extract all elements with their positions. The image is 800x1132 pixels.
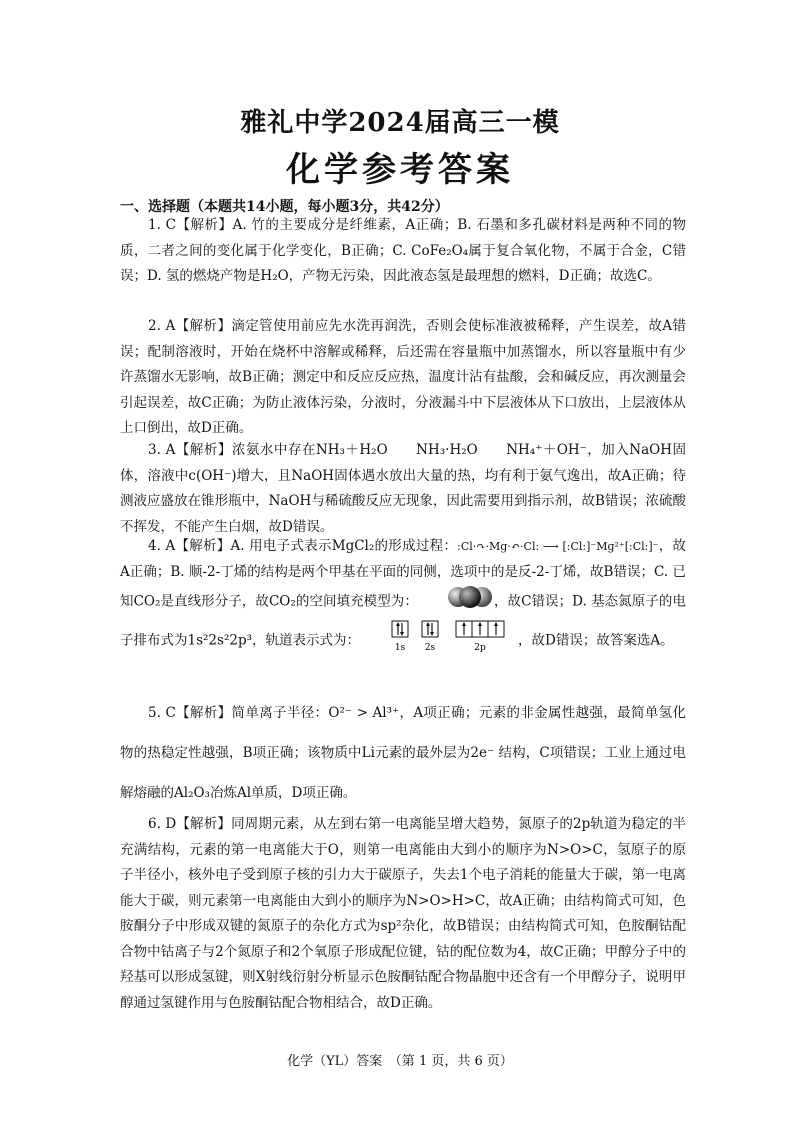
answer-4-part1: 4. A【解析】A. 用电子式表示MgCl₂的形成过程： [148,538,458,554]
answer-3 [120,438,686,540]
answer-2 [120,314,686,442]
answer-1 [120,213,686,290]
answer-4 [120,534,686,662]
section-heading: 一、选择题（本题共14小题，每小题3分，共42分） [120,199,449,215]
nitrogen-orbital-diagram [360,619,518,663]
co2-space-filling-model [418,585,494,619]
orbital-label-1s: 1s [394,642,406,653]
answer-4-part2: ，故A正确；B. 顺-2-丁烯的结构是两个甲基在平面的同侧，选项中的是反-2-丁烯，故B错误；C. 已知CO₂是直线形分子，故CO₂的空间填充模型为： [120,538,687,610]
orbital-label-2s: 2s [424,642,436,653]
mgcl2-formation-formula: :Cl·↷·Mg·↶·Cl: ⟶ [:Cl:]⁻Mg²⁺[:Cl:]⁻ [457,540,659,553]
answer-5-text: 5. C【解析】简单离子半径：O²⁻ > Al³⁺，A项正确；元素的非金属性越强，最简单氢化物的热稳定性越强，B项正确；该物质中Li元素的最外层为2e⁻ 结构，C项错误；工业上通过电解熔融的Al₂O₃冶炼Al单质，D项正确。 [120,705,686,801]
answer-4-part4: ，故D错误；故答案选A。 [518,631,674,648]
answer-2-text: 2. A【解析】滴定管使用前应先水洗再润洗，否则会使标准液被稀释，产生误差，故A错误；配制溶液时，开始在烧杯中溶解或稀释，后还需在容量瓶中加蒸馏水，所以容量瓶中有少许蒸馏水无影响，故B正确；测定中和反应反应热，温度计沾有盐酸，会和碱反应，再次测量会引起误差，故C正确；为防止液体污染，分液时，分液漏斗中下层液体从下口放出，上层液体从上口倒出，故D正确。 [120,318,686,436]
answer-1-text: 1. C【解析】A. 竹的主要成分是纤维素，A正确；B. 石墨和多孔碳材料是两种不同的物质，二者之间的变化属于化学变化，B正确；C. CoFe₂O₄属于复合氧化物，不属于合金，C错误；D. 氢的燃烧产物是H₂O，产物无污染，因此液态氢是最理想的燃料，D正确；故选C。 [120,217,686,284]
page-footer: 化学（YL）答案 （第 1 页，共 6 页） [287,1054,513,1069]
document-title: 化学参考答案 [286,150,514,190]
answer-6-text: 6. D【解析】同周期元素，从左到右第一电离能呈增大趋势，氮原子的2p轨道为稳定的半充满结构，元素的第一电离能大于O，则第一电离能由大到小的顺序为N>O>C，氢原子的原子半径小，核外电子受到原子核的引力大于碳原子，失去1个电子消耗的能量大于碳，第一电离能大于碳，则元素第一电离能由大到小的顺序为N>O>H>C，故A正确；由结构简式可知，色胺酮分子中形成双键的氮原子的杂化方式为sp²杂化，故B错误；由结构简式可知，色胺酮钴配合物中钴离子与2个氮原子和2个氧原子形成配位键，钴的配位数为4，故C正确；甲醇分子中的羟基可以形成氢键，则X射线衍射分析显示色胺酮钴配合物晶胞中还含有一个甲醇分子，说明甲醇通过氢键作用与色胺酮钴配合物相结合，故D正确。 [120,816,686,1011]
answer-4-paragraph [120,534,686,662]
orbital-label-2p: 2p [474,642,486,653]
answer-6 [120,812,686,1016]
answer-5 [120,693,686,813]
answer-4-part3: ，故C错误；D. 基态氮原子的电子排布式为1s²2s²2p³，轨道表示式为： [120,593,686,648]
answer-3-text: 3. A【解析】浓氨水中存在NH₃＋H₂O NH₃·H₂O NH₄⁺＋OH⁻，加入NaOH固体，溶液中c(OH⁻)增大，且NaOH固体遇水放出大量的热，均有利于氨气逸出，故A正确；待测液应盛放在锥形瓶中，NaOH与稀硫酸反应无现象，因此需要用到指示剂，故B错误；浓硫酸不挥发，不能产生白烟，故D错误。 [120,442,686,535]
school-title: 雅礼中学2024届高三一模 [240,108,560,138]
